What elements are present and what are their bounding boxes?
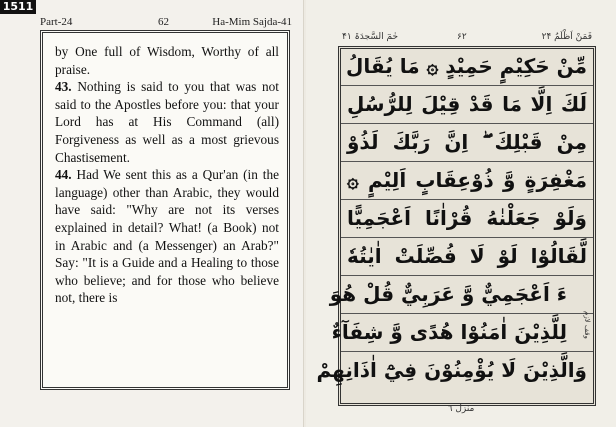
part-label: Part-24 bbox=[40, 16, 73, 28]
verse-number: 44. bbox=[55, 167, 72, 183]
margin-note: وقف لازم bbox=[583, 311, 591, 339]
arabic-line: مَغْفِرَةٍ وَّ ذُوْعِقَابٍ اَلِيْمٍ ۞ bbox=[341, 167, 593, 200]
translation-paragraph: 44. Had We sent this as a Qur'an (in the language) other than Arabic, they would have said: "Why are not its verses explained in detail? What! (a Book) not in Arabic and (a Messenger) an Arab?" Say: "It is a Guide and a Healing to those who believe; and for those who believe not, there is bbox=[55, 167, 279, 306]
arabic-text-frame bbox=[316, 46, 596, 406]
arabic-line: مِّنْ حَكِيْمٍ حَمِيْدٍ ۞ مَا يُقَالُ bbox=[341, 53, 593, 86]
left-page-header bbox=[40, 16, 292, 30]
page-number: 62 bbox=[158, 16, 169, 28]
translation-paragraph: 43. Nothing is said to you that was not said to the Apostles before you: that your Lord has at His Command (all) Forgiveness as well as a most grievous Chastisement. bbox=[55, 79, 279, 165]
arabic-line: لِلَّذِيْنَ اٰمَنُوْا هُدًى وَّ شِفَآءٌ bbox=[341, 319, 593, 352]
arabic-line: ءَ اَعْجَمِيٌّ وَّ عَرَبِيٌّ قُلْ هُوَ bbox=[341, 281, 593, 314]
arabic-line: لَكَ اِلَّا مَا قَدْ قِيْلَ لِلرُّسُلِ bbox=[341, 91, 593, 124]
manzil-footer: منزل ٦ bbox=[447, 404, 475, 414]
arabic-line: مِنْ قَبْلِكَ ۖ اِنَّ رَبَّكَ لَذُوْ bbox=[341, 129, 593, 162]
translation-frame bbox=[40, 30, 290, 390]
translation-text bbox=[55, 43, 279, 307]
image-number-badge: 1511 bbox=[0, 0, 36, 14]
arabic-line: لَّقَالُوْا لَوْ لَا فُصِّلَتْ اٰيٰتُهٗ bbox=[341, 243, 593, 276]
left-page bbox=[0, 0, 304, 427]
surah-label: Ha-Mim Sajda-41 bbox=[212, 16, 292, 28]
right-page bbox=[306, 0, 616, 427]
arabic-line: وَالَّذِيْنَ لَا يُؤْمِنُوْنَ فِيْٓ اٰذَانِهِمْ bbox=[316, 358, 587, 382]
translation-paragraph: by One full of Wisdom, Worthy of all praise. bbox=[55, 44, 279, 77]
surah-header-arabic: حٰمٓ السَّجدَۃ ۴۱ bbox=[342, 32, 399, 42]
juz-header-arabic: فَمَنْ اَظْلَمُ ۲۴ bbox=[541, 32, 592, 42]
arabic-line: وَلَوْ جَعَلْنٰهُ قُرْاٰنًا اَعْجَمِيًّا bbox=[341, 205, 593, 238]
verse-number: 43. bbox=[55, 79, 72, 95]
right-page-header bbox=[342, 32, 592, 44]
page-number-arabic: ۶۲ bbox=[457, 32, 467, 42]
